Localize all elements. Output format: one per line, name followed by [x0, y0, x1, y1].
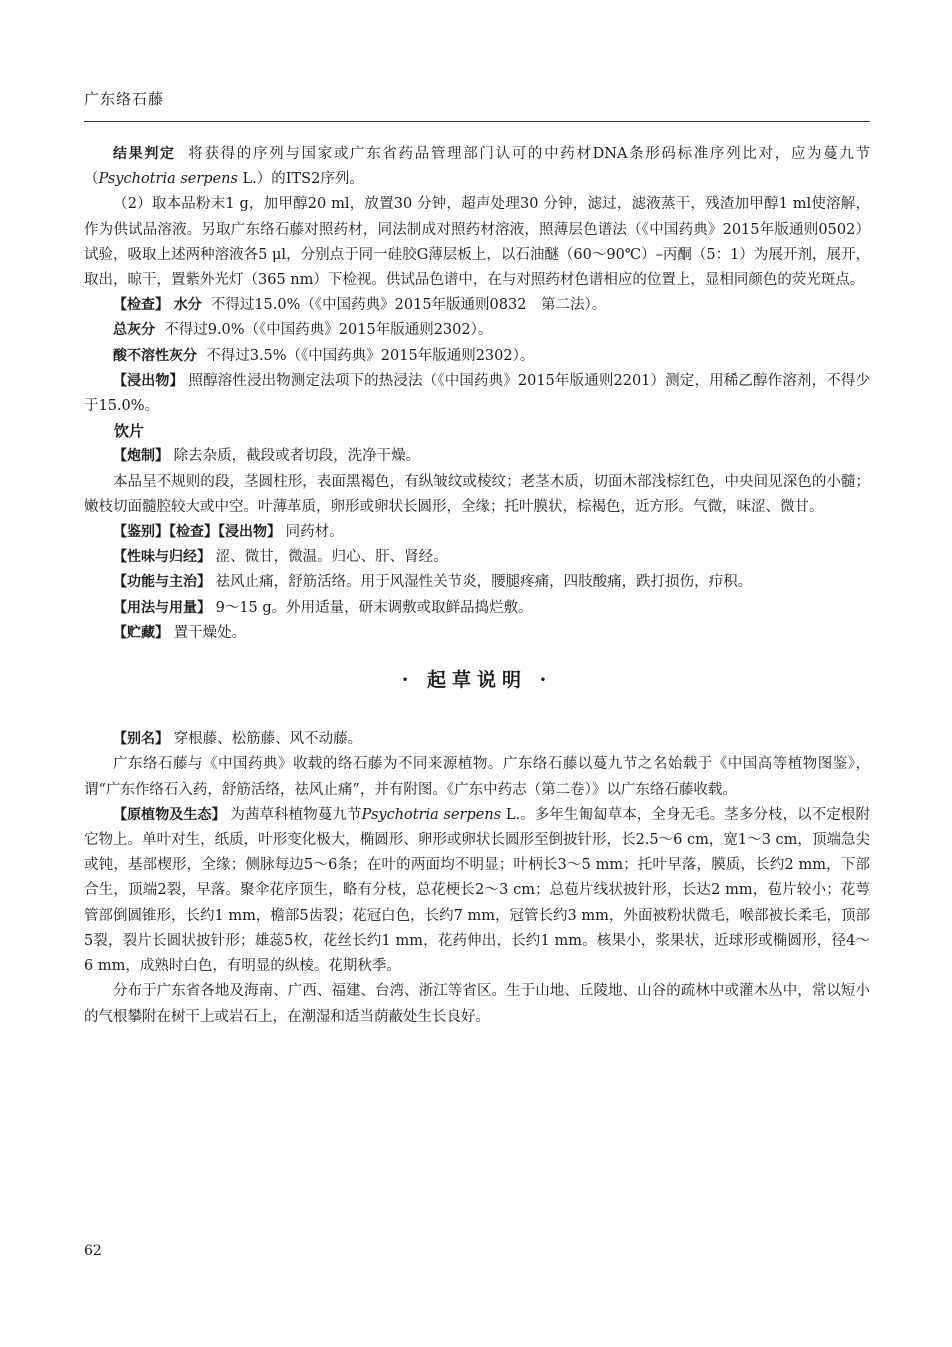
paozhi-label: 【炮制】 — [113, 448, 169, 465]
extract-label: 【浸出物】 — [113, 372, 184, 389]
result-text-a: 将获得的序列与国家或广东省药品管理部门认可的中药材DNA条形码标准序列比对，应为蔓九节（ — [84, 146, 871, 188]
function-paragraph — [84, 570, 870, 595]
usage-text: 9～15 g。外用适量，研末调敷或取鲜品捣烂敷。 — [215, 599, 533, 616]
section-title: · 起草说明 · — [401, 669, 553, 692]
acid-ash-label: 酸不溶性灰分 — [113, 347, 197, 364]
description-paragraph: 本品呈不规则的段，茎圆柱形，表面黑褐色，有纵皱纹或棱纹；老茎木质，切面木部浅棕红色，中央间见深色的小髓；嫩枝切面髓腔较大或中空。叶薄革质，卵形或卵状长圆形，全缘；托叶膜状，棕褐色，近方形。气微，味涩、微甘。 — [84, 473, 870, 515]
page-number: 62 — [84, 1243, 102, 1259]
storage-paragraph — [84, 621, 870, 646]
check-label: 【检查】 — [113, 297, 169, 314]
ash-paragraph — [84, 318, 870, 343]
alias-paragraph — [84, 727, 870, 752]
acid-ash-text: 不得过3.5%（《中国药典》2015年版通则2302）。 — [206, 347, 535, 364]
alias-label: 【别名】 — [113, 731, 169, 748]
storage-label: 【贮藏】 — [113, 624, 169, 641]
tlc-paragraph: （2）取本品粉末1 g，加甲醇20 ml，放置30 分钟，超声处理30 分钟，滤过，滤液蒸干，残渣加甲醇1 ml使溶解，作为供试品溶液。另取广东络石藤对照药材，同法制成对照药材溶液，照薄层色谱法（《中国药典》2015年版通则0502）试验，吸取上述两种溶液各5 μl，分别点于同一硅胶G薄层板上，以石油醚（60～90℃）–丙酮（5：1）为展开剂，展开，取出，晾干，置紫外光灯（365 nm）下检视。供试品色谱中，在与对照药材色谱相应的位置上，显相同颜色的荧光斑点。 — [84, 196, 870, 289]
paozhi-text: 除去杂质，截段或者切段，洗净干燥。 — [173, 448, 421, 465]
water-label: 水分 — [173, 297, 202, 314]
distribution-paragraph: 分布于广东省各地及海南、广西、福建、台湾、浙江等省区。生于山地、丘陵地、山谷的疏林中或灌木丛中，常以短小的气根攀附在树干上或岩石上，在潮湿和适当荫蔽处生长良好。 — [84, 983, 870, 1025]
result-latin: Psychotria serpens — [98, 171, 238, 188]
storage-text: 置干燥处。 — [173, 624, 247, 641]
function-text: 祛风止痛，舒筋活络。用于风湿性关节炎，腰腿疼痛，四肢酸痛，跌打损伤，疖积。 — [215, 574, 753, 591]
extract-paragraph — [84, 369, 870, 419]
plant-text-a: 为茜草科植物蔓九节 — [230, 806, 362, 823]
page-body — [84, 142, 870, 1030]
function-label: 【功能与主治】 — [113, 574, 211, 591]
usage-label: 【用法与用量】 — [113, 599, 211, 616]
header-rule — [84, 121, 870, 122]
running-header: 广东络石藤 — [84, 90, 165, 108]
ash-text: 不得过9.0%（《中国药典》2015年版通则2302）。 — [164, 322, 493, 339]
ash-label: 总灰分 — [113, 322, 155, 339]
result-label: 结果判定 — [113, 146, 176, 162]
check-text: 不得过15.0%（《中国药典》2015年版通则0832 第二法）。 — [210, 297, 607, 314]
history-paragraph: 广东络石藤与《中国药典》收载的络石藤为不同来源植物。广东络石藤以蔓九节之名始载于《中国高等植物图鉴》，谓“广东作络石入药，舒筋活络，祛风止痛”，并有附图。《广东中药志（第二卷）》以广东络石藤收载。 — [84, 756, 870, 798]
paozhi-paragraph — [84, 444, 870, 469]
extract-text: 照醇溶性浸出物测定法项下的热浸法（《中国药典》2015年版通则2201）测定，用稀乙醇作溶剂，不得少于15.0%。 — [84, 372, 870, 415]
nature-paragraph — [84, 545, 870, 570]
plant-paragraph — [84, 803, 870, 979]
usage-paragraph — [84, 596, 870, 621]
nature-label: 【性味与归经】 — [113, 549, 211, 566]
result-paragraph — [84, 142, 870, 192]
identify-text: 同药材。 — [285, 524, 344, 541]
alias-text: 穿根藤、松筋藤、风不动藤。 — [173, 731, 363, 748]
plant-label: 【原植物及生态】 — [113, 806, 226, 823]
check-paragraph — [84, 293, 870, 318]
plant-text-b: L.。多年生匍匐草本，全身无毛。茎多分枝，以不定根附它物上。单叶对生，纸质，叶形变化极大，椭圆形、卵形或卵状长圆形至倒披针形，长2.5～6 cm，宽1～3 cm，顶端急尖或钝，基部楔形，全缘；侧脉每边5～6条；在叶的两面均不明显；叶柄长3～5 mm；托叶早落，膜质，长约2 mm，下部合生，顶端2裂，早落。聚伞花序顶生，略有分枝，总花梗长2～3 cm；总苞片线状披针形，长达2 mm，苞片较小；花萼管部倒圆锥形，长约1 mm，檐部5齿裂；花冠白色，长约7 mm，冠管长约3 mm，外面被粉状微毛，喉部被长柔毛，顶部5裂，裂片长圆状披针形；雄蕊5枚，花丝长约1 mm，花药伸出，长约1 mm。核果小，浆果状，近球形或椭圆形，径4～6 mm，成熟时白色，有明显的纵棱。花期秋季。 — [84, 806, 871, 975]
identify-label: 【鉴别】【检查】【浸出物】 — [113, 524, 281, 541]
acid-ash-paragraph — [84, 344, 870, 369]
result-text-b: L.）的ITS2序列。 — [237, 171, 364, 188]
plant-latin: Psychotria serpens — [361, 806, 502, 823]
yinpian-heading: 饮片 — [114, 422, 145, 441]
nature-text: 涩、微甘，微温。归心、肝、肾经。 — [215, 549, 448, 566]
identify-paragraph — [84, 520, 870, 545]
